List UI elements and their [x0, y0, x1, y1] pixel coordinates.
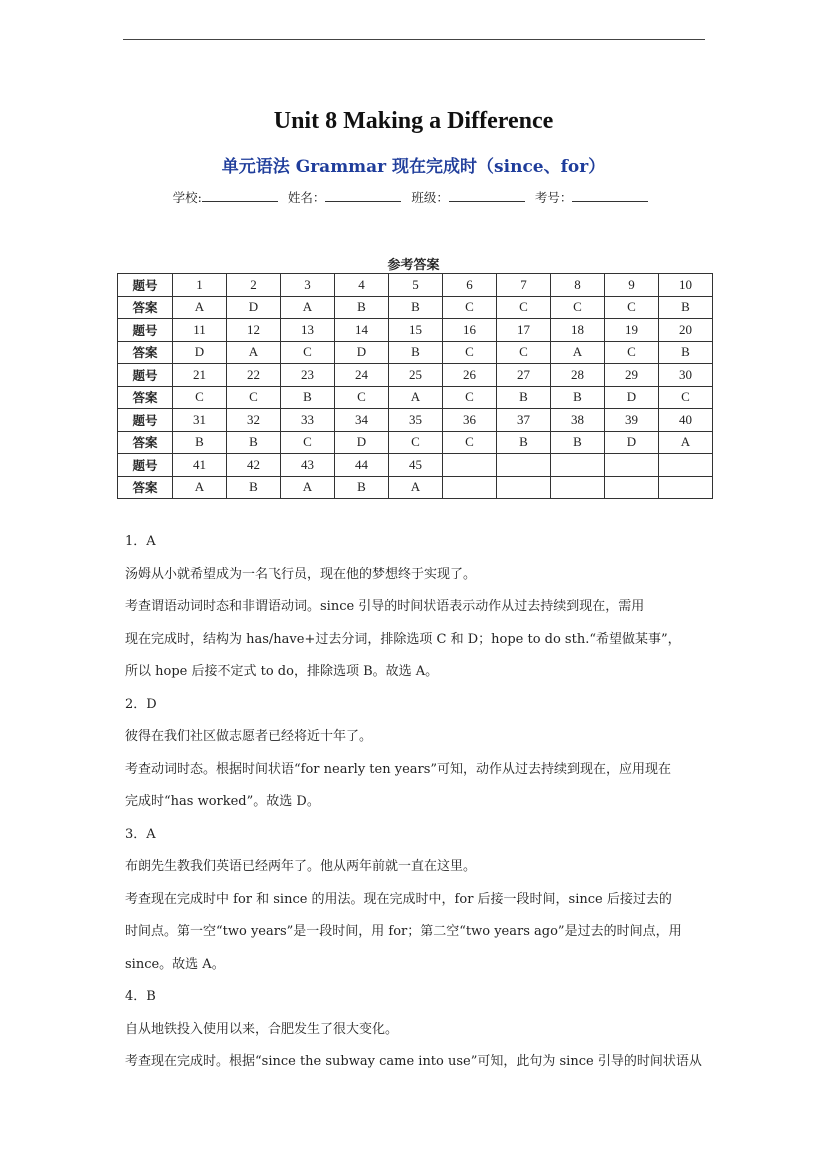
answer-cell: [551, 476, 605, 499]
answer-cell: C: [443, 386, 497, 409]
answer-cell: A: [551, 341, 605, 364]
answer-cell: B: [659, 296, 713, 319]
question-label: 1．A: [125, 534, 156, 549]
question-number-cell: 18: [551, 319, 605, 342]
question-number-cell: [659, 454, 713, 477]
question-number-cell: 25: [389, 364, 443, 387]
answer-cell: A: [173, 476, 227, 499]
question-number-cell: 23: [281, 364, 335, 387]
header-rule: [123, 39, 705, 40]
answer-cell: B: [281, 386, 335, 409]
question-number-cell: 42: [227, 454, 281, 477]
answer-label: 答案: [118, 386, 173, 409]
question-number-label: 题号: [118, 319, 173, 342]
question-number-row: [118, 454, 713, 477]
answer-label: 答案: [118, 476, 173, 499]
translation-line: 彼得在我们社区做志愿者已经将近十年了。: [125, 729, 373, 744]
answer-cell: A: [389, 386, 443, 409]
answer-cell: D: [227, 296, 281, 319]
answer-cell: C: [281, 431, 335, 454]
answer-cell: C: [443, 431, 497, 454]
question-number-cell: 35: [389, 409, 443, 432]
question-number-cell: 4: [335, 274, 389, 297]
student-info-line: [0, 188, 827, 206]
answer-cell: C: [389, 431, 443, 454]
answer-cell: C: [497, 341, 551, 364]
explanation-line: 现在完成时，结构为 has/have+过去分词，排除选项 C 和 D；hope to do sth.“希望做某事”，: [125, 631, 681, 647]
exam-number-label: 考号：: [534, 190, 573, 205]
answer-cell: [659, 476, 713, 499]
question-number-cell: 24: [335, 364, 389, 387]
question-number-cell: 13: [281, 319, 335, 342]
answer-cell: B: [551, 386, 605, 409]
question-number-cell: 27: [497, 364, 551, 387]
explanation-line: 考查现在完成时。根据“since the subway came into use”可知，此句为 since 引导的时间状语从: [125, 1054, 702, 1069]
question-number-cell: 10: [659, 274, 713, 297]
answer-cell: C: [659, 386, 713, 409]
answer-cell: B: [173, 431, 227, 454]
answer-cell: B: [227, 431, 281, 454]
explanation-line: 考查谓语动词时态和非谓语动词。since 引导的时间状语表示动作从过去持续到现在，需用: [125, 599, 645, 614]
answer-cell: D: [335, 431, 389, 454]
question-number-row: [118, 364, 713, 387]
answer-cell: C: [335, 386, 389, 409]
class-label: 班级：: [411, 190, 449, 205]
answer-row: [118, 386, 713, 409]
question-number-cell: 29: [605, 364, 659, 387]
question-number-cell: 17: [497, 319, 551, 342]
answer-cell: C: [497, 296, 551, 319]
exam-number-blank[interactable]: [572, 189, 648, 202]
answer-cell: A: [173, 296, 227, 319]
answer-label: 答案: [118, 341, 173, 364]
answer-row: [118, 476, 713, 499]
question-number-cell: 15: [389, 319, 443, 342]
answer-cell: C: [443, 341, 497, 364]
question-number-cell: 40: [659, 409, 713, 432]
question-number-cell: 39: [605, 409, 659, 432]
question-number-cell: 31: [173, 409, 227, 432]
answer-cell: [497, 476, 551, 499]
question-number-cell: [497, 454, 551, 477]
question-number-cell: 32: [227, 409, 281, 432]
question-number-cell: 45: [389, 454, 443, 477]
question-number-label: 题号: [118, 364, 173, 387]
question-number-cell: 8: [551, 274, 605, 297]
answer-row: [118, 341, 713, 364]
answer-cell: C: [443, 296, 497, 319]
question-number-row: [118, 274, 713, 297]
question-number-row: [118, 319, 713, 342]
question-label: 2．D: [125, 696, 157, 712]
question-number-row: [118, 409, 713, 432]
translation-line: 自从地铁投入使用以来，合肥发生了很大变化。: [125, 1021, 399, 1037]
answer-cell: C: [551, 296, 605, 319]
answer-table-title: 参考答案: [387, 258, 440, 273]
translation-line: 汤姆从小就希望成为一名飞行员，现在他的梦想终于实现了。: [125, 566, 477, 582]
question-number-cell: 36: [443, 409, 497, 432]
explanation-line: 完成时“has worked”。故选 D。: [125, 794, 320, 809]
answer-cell: A: [281, 476, 335, 499]
question-number-cell: 38: [551, 409, 605, 432]
answer-cell: B: [551, 431, 605, 454]
question-number-cell: 30: [659, 364, 713, 387]
answer-cell: [443, 476, 497, 499]
question-number-cell: 43: [281, 454, 335, 477]
question-number-cell: 14: [335, 319, 389, 342]
answer-cell: C: [605, 341, 659, 364]
question-label: 4．B: [125, 989, 156, 1004]
question-number-cell: 5: [389, 274, 443, 297]
answer-table: [117, 273, 713, 499]
question-number-cell: 2: [227, 274, 281, 297]
answer-cell: B: [335, 476, 389, 499]
question-number-label: 题号: [118, 409, 173, 432]
answer-cell: B: [227, 476, 281, 499]
question-number-cell: 16: [443, 319, 497, 342]
answer-cell: A: [227, 341, 281, 364]
question-number-cell: [551, 454, 605, 477]
answer-cell: B: [659, 341, 713, 364]
question-number-cell: 33: [281, 409, 335, 432]
answer-cell: A: [281, 296, 335, 319]
question-number-cell: 41: [173, 454, 227, 477]
question-number-cell: 9: [605, 274, 659, 297]
question-number-cell: 20: [659, 319, 713, 342]
question-number-cell: 19: [605, 319, 659, 342]
answer-row: [118, 431, 713, 454]
question-number-cell: 44: [335, 454, 389, 477]
explanation-line: 考查动词时态。根据时间状语“for nearly ten years”可知，动作从过去持续到现在，应用现在: [125, 761, 672, 777]
question-number-cell: [443, 454, 497, 477]
question-number-cell: 34: [335, 409, 389, 432]
question-number-cell: 7: [497, 274, 551, 297]
translation-line: 布朗先生教我们英语已经两年了。他从两年前就一直在这里。: [125, 859, 477, 874]
question-label: 3．A: [125, 826, 156, 842]
question-number-label: 题号: [118, 274, 173, 297]
answer-cell: A: [389, 476, 443, 499]
page-title: Unit 8 Making a Difference: [273, 108, 554, 134]
question-number-cell: 37: [497, 409, 551, 432]
school-blank[interactable]: [202, 189, 278, 202]
answer-cell: [605, 476, 659, 499]
question-number-cell: 22: [227, 364, 281, 387]
answer-row: [118, 296, 713, 319]
question-number-cell: 12: [227, 319, 281, 342]
question-number-cell: 21: [173, 364, 227, 387]
explanation-line: 所以 hope 后接不定式 to do，排除选项 B。故选 A。: [125, 664, 439, 679]
answer-label: 答案: [118, 296, 173, 319]
explanation-line: since。故选 A。: [125, 956, 225, 972]
page-subtitle: 单元语法 Grammar 现在完成时（since、for）: [221, 157, 606, 177]
name-label: 姓名：: [287, 190, 326, 205]
answer-cell: D: [605, 386, 659, 409]
answer-cell: D: [173, 341, 227, 364]
answer-cell: B: [497, 431, 551, 454]
question-number-cell: 1: [173, 274, 227, 297]
question-number-cell: 6: [443, 274, 497, 297]
question-number-cell: 3: [281, 274, 335, 297]
question-number-cell: 26: [443, 364, 497, 387]
answer-cell: B: [335, 296, 389, 319]
explanations: [125, 526, 707, 1079]
name-blank[interactable]: [325, 189, 401, 202]
answer-cell: B: [389, 341, 443, 364]
answer-cell: B: [389, 296, 443, 319]
explanation-line: 时间点。第一空“two years”是一段时间，用 for；第二空“two years ago”是过去的时间点，用: [125, 924, 682, 939]
answer-cell: D: [605, 431, 659, 454]
question-number-cell: 11: [173, 319, 227, 342]
question-number-cell: [605, 454, 659, 477]
answer-cell: D: [335, 341, 389, 364]
answer-cell: C: [281, 341, 335, 364]
question-number-cell: 28: [551, 364, 605, 387]
answer-cell: B: [497, 386, 551, 409]
answer-cell: C: [605, 296, 659, 319]
school-label: 学校:: [172, 190, 202, 205]
answer-cell: C: [227, 386, 281, 409]
explanation-line: 考查现在完成时中 for 和 since 的用法。现在完成时中，for 后接一段时间，since 后接过去的: [125, 891, 672, 907]
class-blank[interactable]: [449, 189, 525, 202]
answer-cell: C: [173, 386, 227, 409]
question-number-label: 题号: [118, 454, 173, 477]
answer-cell: A: [659, 431, 713, 454]
answer-label: 答案: [118, 431, 173, 454]
